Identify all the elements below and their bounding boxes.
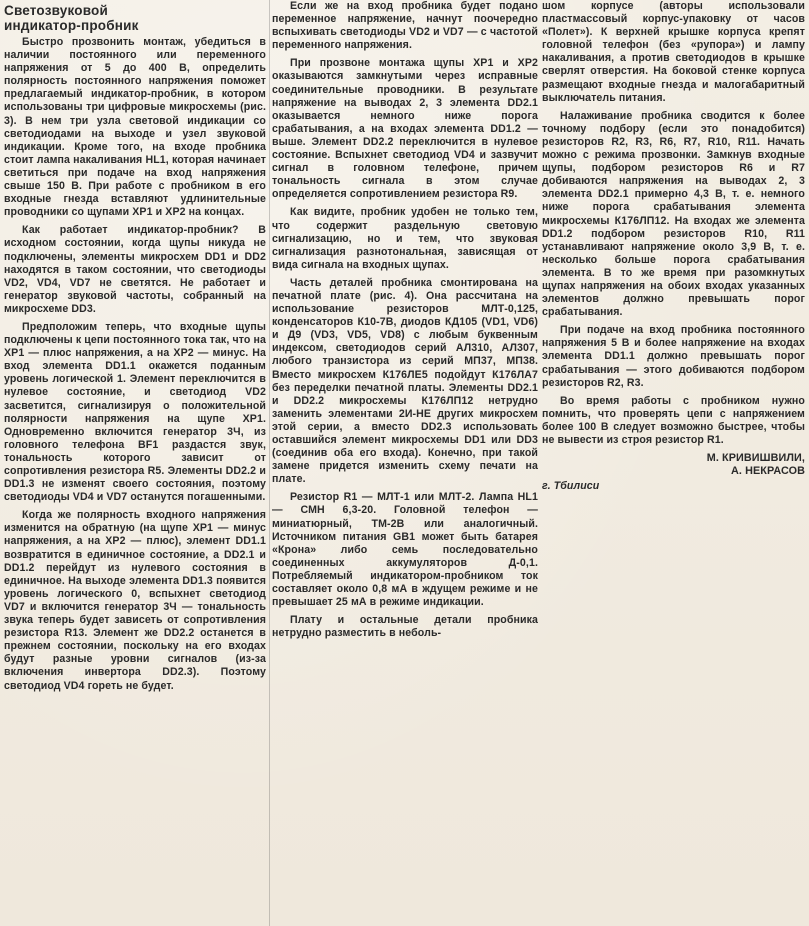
paragraph: Когда же полярность входного напряжения изменится на обратную (на щупе XP1 — минус напряжения, а на XP2 — плюс), элемент DD1.1 возвратится в единичное состояние, а DD2.1 и DD1.2 перейдут из нулевого состояния в единичное. На выходе элемента DD1.3 появится уровень логического 0, вспыхнет светодиод VD7 и включится генератор 3Ч — тональность звука теперь будет зависеть от сопротивления резистора R13. Элемент же DD2.2 останется в прежнем состоянии, поскольку на его входах будут разные уровни сигналов (из-за включения инвертора DD2.3). Поэтому светодиод VD4 гореть не будет. <box>4 509 266 692</box>
paragraph: Резистор R1 — МЛТ-1 или МЛТ-2. Лампа HL1 — СМН 6,3-20. Головной телефон — миниатюрный, ТМ-2В или аналогичный. Источником питания GB1 может быть батарея «Крона» либо семь последовательно соединенных аккумуляторов Д-0,1. Потребляемый индикатором-пробником ток составляет около 0,8 мА в ждущем режиме и не превышает 25 мА в режиме индикации. <box>272 491 538 609</box>
paragraph: Быстро прозвонить монтаж, убедиться в наличии постоянного или переменного напряжения от 5 до 400 В, определить полярность постоянного напряжения поможет предлагаемый индикатор-пробник, в котором использованы три цифровые микросхемы (рис. 3). В нем три узла световой индикации со светодиодами на выходе и узел звуковой индикации. Кроме того, на входе пробника стоит лампа накаливания HL1, которая начинает светиться при подаче на вход напряжения свыше 150 В. При работе с пробником в его входные гнезда вставляют удлинительные проводники со щупами XP1 и XP2 на концах. <box>4 36 266 219</box>
author-name-1: М. КРИВИШВИЛИ, <box>706 452 805 465</box>
paragraph: шом корпусе (авторы использовали пластмассовый корпус-упаковку от часов «Полет»). К верхней крышке корпуса крепят головной телефон (без «рупора») и лампу накаливания, а против светодиодов в крышке сверлят отверстия. На боковой стенке корпуса размещают входные гнезда и малогабаритный выключатель питания. <box>542 0 805 104</box>
article-title-line-1: Светозвуковой <box>4 3 108 18</box>
paragraph: Плату и остальные детали пробника нетрудно разместить в неболь- <box>272 614 538 640</box>
article-column-2 <box>272 0 538 926</box>
paragraph: Предположим теперь, что входные щупы подключены к цепи постоянного тока так, что на XP1 — плюс напряжения, а на XP2 — минус. На вход элемента DD1.1 окажется поданным уровень логической 1. Элемент переключится в нулевое состояние, и светодиод VD2 засветится, сигнализируя о положительной полярности напряжения на щупе XP1. Одновременно включится генератор 3Ч, из головного телефона BF1 раздастся звук, тональность которого зависит от сопротивления резистора R5. Элементы DD2.2 и DD1.3 не изменят своего состояния, поэтому светодиоды VD4 и VD7 останутся погашенными. <box>4 320 266 504</box>
paragraph: Во время работы с пробником нужно помнить, что проверять цепи с напряжением более 100 В следует возможно быстрее, чтобы не вывести из строя резистор R1. <box>542 394 805 446</box>
paragraph: При подаче на вход пробника постоянного напряжения 5 В и более напряжение на входах элемента DD1.1 должно превышать порог срабатывания — этого добиваются подбором резисторов R2, R3. <box>542 324 805 389</box>
article-column-3 <box>542 0 805 926</box>
paragraph: Как работает индикатор-пробник? В исходном состоянии, когда щупы никуда не подключены, элементы микросхем DD1 и DD2 находятся в таком состоянии, что светодиоды VD2, VD4, VD7 не светятся. Не работает и генератор звуковой частоты, собранный на микросхеме DD3. <box>4 224 266 315</box>
paragraph: При прозвоне монтажа щупы XP1 и XP2 оказываются замкнутыми через исправные соединительные проводники. В результате напряжение на выводах 2, 3 элемента DD2.1 оказывается немного ниже порога срабатывания, а на входах элемента DD1.2 — выше. Элемент DD2.2 переключится в нулевое состояние. Вспыхнет светодиод VD4 и зазвучит сигнал в головном телефоне, причем тональность сигнала в этом случае определяется сопротивлением резистора R9. <box>272 57 538 201</box>
author-city: г. Тбилиси <box>542 480 600 493</box>
column-divider <box>269 0 270 926</box>
article-column-1 <box>4 0 266 926</box>
article-title-line-2: индикатор-пробник <box>4 18 139 33</box>
paragraph: Если же на вход пробника будет подано переменное напряжение, начнут поочередно вспыхивать светодиоды VD2 и VD7 — с частотой переменного напряжения. <box>272 0 538 52</box>
author-name-2: А. НЕКРАСОВ <box>731 465 805 478</box>
paragraph: Налаживание пробника сводится к более точному подбору (если это понадобится) резисторов R2, R3, R6, R7, R10, R11. Начать можно с режима прозвонки. Замкнув входные щупы, подбором резисторов R6 и R7 добиваются напряжения на выводах 2, 3 элемента DD2.1 примерно 4,3 В, т. е. немного ниже порога срабатывания элемента микросхемы К176ЛП12. На входах же элемента DD1.2 подбором резисторов R10, R11 устанавливают напряжение около 3,9 В, т. е. несколько больше порога срабатывания элемента. В то же время при разомкнутых щупах напряжения на обоих входах указанных элементов должно превышать порог срабатывания. <box>542 109 805 319</box>
paragraph: Часть деталей пробника смонтирована на печатной плате (рис. 4). Она рассчитана на использование резисторов МЛТ-0,125, конденсаторов К10-7В, диодов КД105 (VD1, VD6) и Д9 (VD3, VD5, VD8) с любым буквенным индексом, светодиодов серий АЛ310, АЛ307, любого транзистора из серий МП37, МП38. Вместо микросхем К176ЛЕ5 подойдут К176ЛА7 без переделки печатной платы. Элементы DD2.1 и DD2.2 микросхемы К176ЛП12 нетрудно заменить элементами 2И-НЕ других микросхем этой серии, а вместо DD2.3 использовать оставшийся элемент микросхемы DD1 или DD3 (соединив оба его входа). Конечно, при такой замене придется изменить схему печати на плате. <box>272 276 538 486</box>
paragraph: Как видите, пробник удобен не только тем, что содержит раздельную световую сигнализацию, но и тем, что звуковая сигнализация разнотональная, зависящая от вида сигнала на входных щупах. <box>272 206 538 271</box>
article-title <box>4 3 266 33</box>
